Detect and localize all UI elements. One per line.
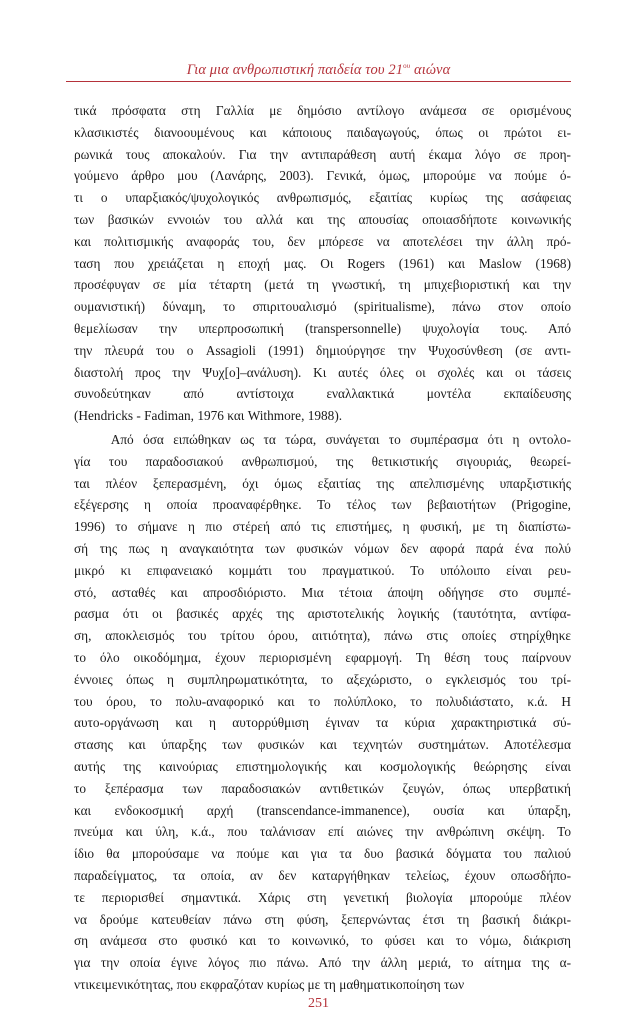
text-line: αυτο-οργάνωση και η αυτορρύθμιση έγιναν τα κύρια χαρακτηριστικά σύ- bbox=[74, 715, 571, 731]
text-line: του όρου, το πολυ-αναφορικό και το πολύπλοκο, το πολυδιάστατο, κ.ά. Η bbox=[74, 693, 571, 709]
text-line: τικά πρόσφατα στη Γαλλία με δημόσιο αντίλογο ανάμεσα σε ορισμένους bbox=[74, 103, 571, 118]
text-line: πνεύμα και ύλη, κ.ά., που ταλάνισαν επί αιώνες την ανθρώπινη σκέψη. Το bbox=[74, 824, 571, 840]
text-line: προσέφυγαν σε μία τέταρτη (μετά τη γνωστική, τη μπιχεβιοριστική και την bbox=[74, 277, 571, 293]
text-line: τι ο υπαρξιακός/ψυχολογικός ανθρωπισμός, εξαιτίας κυρίως της ασάφειας bbox=[74, 190, 571, 206]
text-line: κλασικιστές διανοουμένους και κάποιους παιδαγωγούς, όπως οι πρώτοι ει- bbox=[74, 124, 571, 140]
text-line: των βασικών εννοιών του αλλά και της απουσίας οποιασδήποτε κοινωνικής bbox=[74, 211, 571, 227]
text-line: 1996) το σήμανε η πιο στέρεή από τις επιστήμες, η φυσική, με τη διαπίστω- bbox=[74, 519, 571, 535]
text-line: για την οποία έγινε λόγος πιο πάνω. Από την άλλη μεριά, το αίτημα της α- bbox=[74, 955, 571, 971]
text-line: ρωνικά τους αποκαλούν. Για την αντιπαράθεση αυτή έκαμα λόγο σε προη- bbox=[74, 146, 571, 162]
text-line: ίδιο θα μπορούσαμε να πούμε και για τα δυο βασικά δόγματα του παλιού bbox=[74, 846, 571, 862]
text-line: ση, αποκλεισμός του τρίτου όρου, αιτιότητα), πάνω στις οποίες στηρίχθηκε bbox=[74, 628, 571, 644]
text-line: και πολιτισμικής αναφοράς του, δεν μπόρεσε να αποτελέσει την άλλη πρό- bbox=[74, 233, 571, 249]
text-line: έννοιες όπως η συμπληρωματικότητα, το αξεχώριστο, ο εγκλεισμός του τρί- bbox=[74, 671, 571, 687]
text-line: γία του παραδοσιακού ανθρωπισμού, της θετικιστικής σιγουριάς, θεωρεί- bbox=[74, 453, 571, 469]
text-line: στασης και ύπαρξης των φυσικών και τεχνητών συστημάτων. Αποτέλεσμα bbox=[74, 737, 571, 753]
text-line: το ξεπέρασμα των παραδοσιακών αντιθετικών ζευγών, όπως υπερβατική bbox=[74, 780, 571, 796]
text-line: (Hendricks - Fadiman, 1976 και Withmore, 1988). bbox=[74, 408, 343, 424]
text-line: ση ανάμεσα στο φυσικό και το κοινωνικό, το φύσει και το νόμω, διάκριση bbox=[74, 933, 571, 949]
text-line: γούμενο άρθρο μου (Λανάρης, 2003). Γενικά, όμως, μπορούμε να πούμε ό- bbox=[74, 168, 571, 184]
paragraph-1 bbox=[74, 100, 571, 427]
text-line: ταση που χρειάζεται η εποχή μας. Οι Rogers (1961) και Maslow (1968) bbox=[74, 255, 571, 271]
text-line: στό, ασταθές και απροσδιόριστο. Μια τέτοια άποψη οδήγησε στο συμπέ- bbox=[74, 584, 571, 600]
text-line: σή της πως η αναγκαιότητα των φυσικών νόμων δεν αφορά παρά ένα πολύ bbox=[74, 540, 571, 556]
text-line: το όλο οικοδόμημα, έχουν περιορισμένη εφαρμογή. Τη θέση τους παίρνουν bbox=[74, 649, 571, 665]
header-rule bbox=[66, 81, 571, 82]
page-number: 251 bbox=[308, 996, 329, 1011]
text-line: Από όσα ειπώθηκαν ως τα τώρα, συνάγεται το συμπέρασμα ότι η οντολο- bbox=[74, 432, 571, 447]
text-line: συνοδεύτηκαν από αντίστοιχα εναλλακτικά μοντέλα εκπαίδευσης bbox=[74, 386, 571, 402]
text-line: διαστολή προς την Ψυχ[ο]–ανάλυση). Κι αυτές όλες οι σχολές και οι τάσεις bbox=[74, 364, 571, 380]
text-line: αυτής της καινούριας επιστημολογικής και κοσμολογικής θεώρησης είναι bbox=[74, 758, 571, 774]
text-line: εξέγερσης η οποία προαναφέρθηκε. Το τέλος των βεβαιοτήτων (Prigogine, bbox=[74, 497, 571, 513]
text-line: και ενδοκοσμική αρχή (transcendance-immanence), ουσία και ύπαρξη, bbox=[74, 802, 571, 818]
text-line: ντικειμενικότητας, που εκφραζόταν κυρίως με τη μαθηματικοποίηση των bbox=[74, 976, 465, 992]
text-line: ται πλέον ξεπερασμένη, όχι όμως εξαιτίας της απελπισμένης υπαρξιστικής bbox=[74, 475, 571, 491]
header-title: Για μια ανθρωπιστική παιδεία του 21 bbox=[186, 62, 404, 78]
text-line: θεμελίωσαν την υπερπροσωπική (transpersonnelle) ψυχολογία τους. Από bbox=[74, 320, 571, 336]
text-line: παραδείγματος, τα οποία, αν δεν καταργήθηκαν τελείως, έχουν οπωσδήπο- bbox=[74, 867, 571, 883]
header-title-end: αιώνα bbox=[410, 62, 451, 78]
text-line: ουμανιστική) δύναμη, το σπιριτουαλισμό (spiritualisme), πάνω στον οποίο bbox=[74, 299, 571, 315]
paragraph-2 bbox=[74, 429, 571, 996]
text-line: να δρούμε κατευθείαν πάνω στη φύση, ξεπερνώντας έτσι τη βασική διάκρι- bbox=[74, 911, 571, 927]
text-line: τε περιορισθεί σημαντικά. Χάρις στη γενετική βιολογία μπορούμε πλέον bbox=[74, 889, 571, 905]
header-superscript: ου bbox=[403, 62, 411, 70]
text-line: την πλευρά του ο Assagioli (1991) δημιούργησε την Ψυχοσύνθεση (σε αντι- bbox=[74, 342, 571, 358]
text-line: μικρό κι επιφανειακό κομμάτι του πραγματικού. Το υπόλοιπο είναι ρευ- bbox=[74, 562, 571, 578]
text-line: ρασμα ότι οι βασικές αρχές της αριστοτελικής λογικής (ταυτότητα, αντίφα- bbox=[74, 606, 571, 622]
running-header bbox=[0, 62, 637, 79]
